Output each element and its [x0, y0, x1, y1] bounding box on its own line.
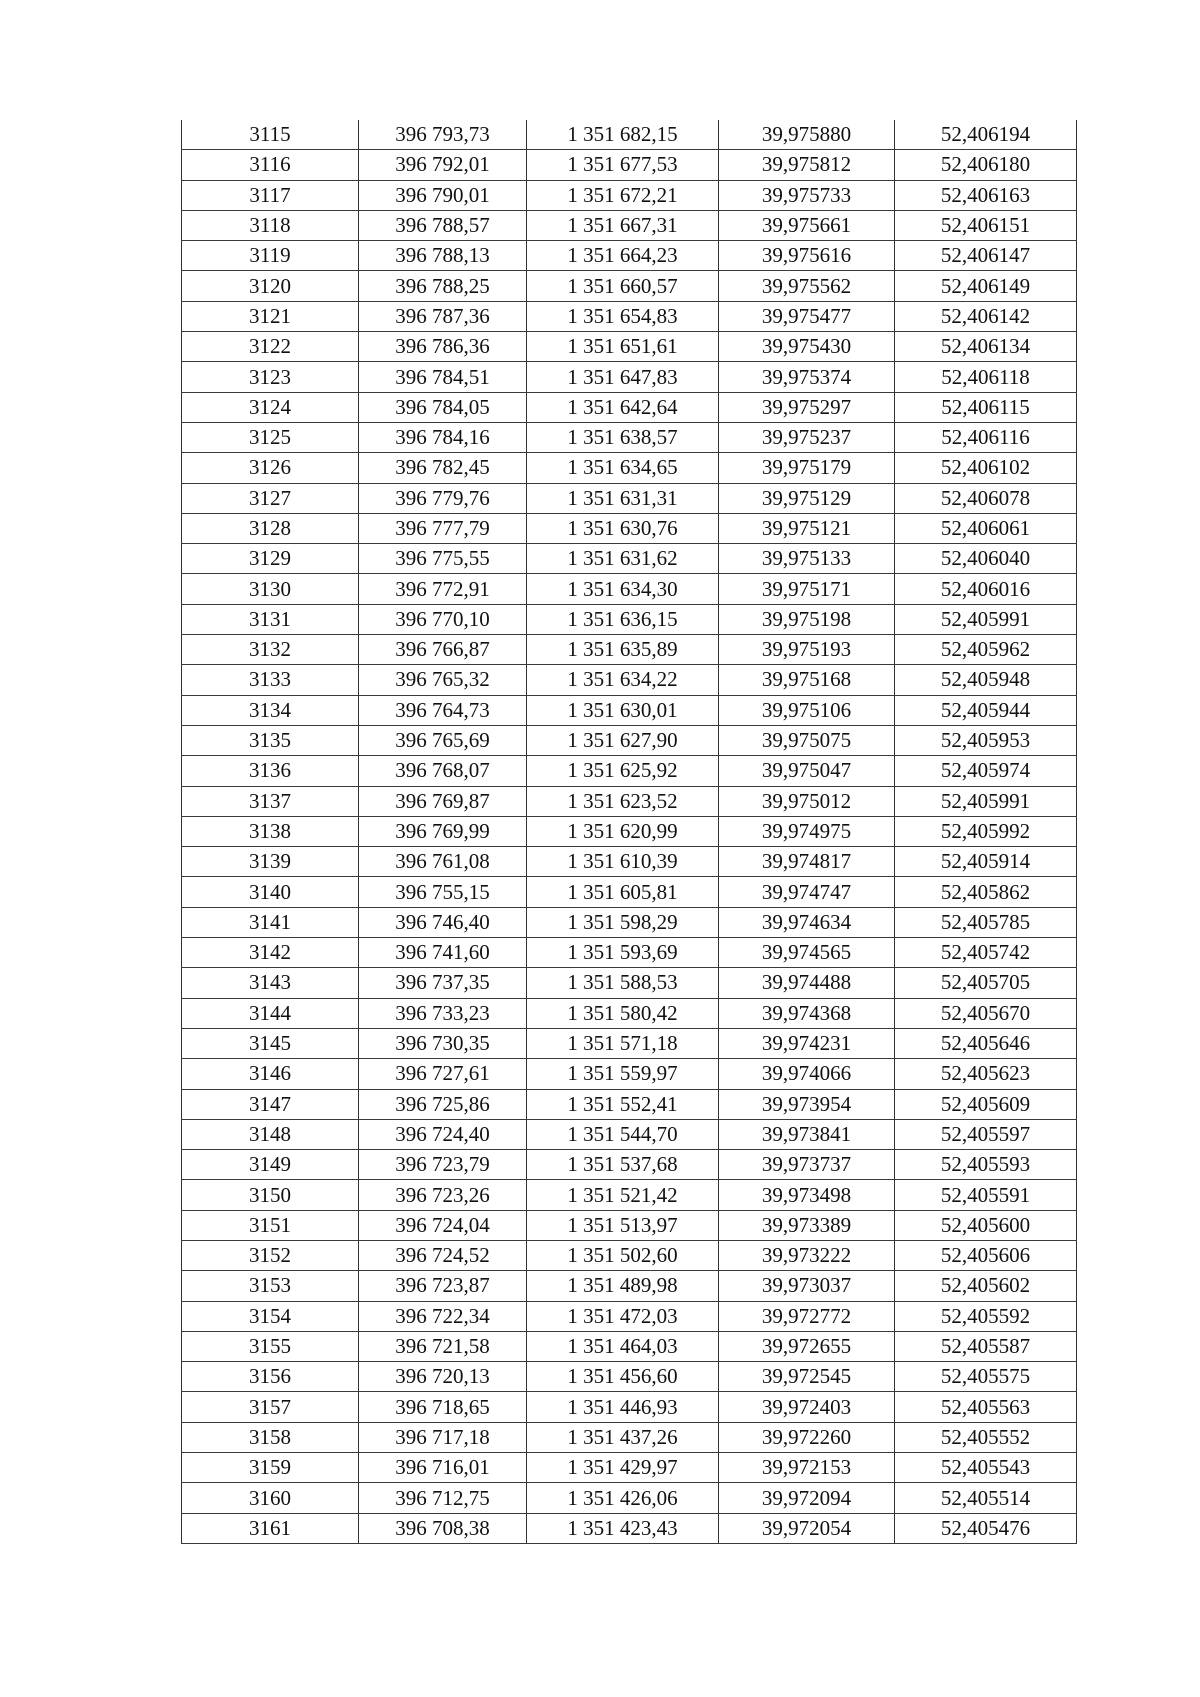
point-number-cell: 3140 — [182, 877, 359, 907]
x-coordinate-cell: 396 765,69 — [359, 725, 527, 755]
longitude-cell: 52,406151 — [895, 210, 1077, 240]
point-number-cell: 3160 — [182, 1483, 359, 1513]
table-row — [182, 786, 1077, 816]
y-coordinate-cell: 1 351 627,90 — [527, 725, 719, 755]
y-coordinate-cell: 1 351 446,93 — [527, 1392, 719, 1422]
longitude-cell: 52,405705 — [895, 968, 1077, 998]
table-row — [182, 1028, 1077, 1058]
latitude-cell: 39,973841 — [719, 1119, 895, 1149]
table-row — [182, 1453, 1077, 1483]
x-coordinate-cell: 396 768,07 — [359, 756, 527, 786]
x-coordinate-cell: 396 769,87 — [359, 786, 527, 816]
x-coordinate-cell: 396 764,73 — [359, 695, 527, 725]
x-coordinate-cell: 396 787,36 — [359, 301, 527, 331]
table-row — [182, 362, 1077, 392]
longitude-cell: 52,405575 — [895, 1362, 1077, 1392]
x-coordinate-cell: 396 786,36 — [359, 332, 527, 362]
table-row — [182, 513, 1077, 543]
longitude-cell: 52,405991 — [895, 786, 1077, 816]
latitude-cell: 39,973954 — [719, 1089, 895, 1119]
latitude-cell: 39,975477 — [719, 301, 895, 331]
latitude-cell: 39,975374 — [719, 362, 895, 392]
table-row — [182, 544, 1077, 574]
longitude-cell: 52,406016 — [895, 574, 1077, 604]
point-number-cell: 3143 — [182, 968, 359, 998]
point-number-cell: 3142 — [182, 938, 359, 968]
x-coordinate-cell: 396 792,01 — [359, 150, 527, 180]
latitude-cell: 39,974975 — [719, 816, 895, 846]
y-coordinate-cell: 1 351 437,26 — [527, 1422, 719, 1452]
x-coordinate-cell: 396 788,57 — [359, 210, 527, 240]
point-number-cell: 3150 — [182, 1180, 359, 1210]
latitude-cell: 39,975121 — [719, 513, 895, 543]
x-coordinate-cell: 396 770,10 — [359, 604, 527, 634]
latitude-cell: 39,972153 — [719, 1453, 895, 1483]
longitude-cell: 52,405597 — [895, 1119, 1077, 1149]
point-number-cell: 3121 — [182, 301, 359, 331]
y-coordinate-cell: 1 351 642,64 — [527, 392, 719, 422]
table-row — [182, 120, 1077, 150]
point-number-cell: 3123 — [182, 362, 359, 392]
y-coordinate-cell: 1 351 544,70 — [527, 1119, 719, 1149]
y-coordinate-cell: 1 351 472,03 — [527, 1301, 719, 1331]
latitude-cell: 39,975106 — [719, 695, 895, 725]
coordinates-table — [181, 120, 1077, 1544]
x-coordinate-cell: 396 766,87 — [359, 635, 527, 665]
y-coordinate-cell: 1 351 631,31 — [527, 483, 719, 513]
latitude-cell: 39,974747 — [719, 877, 895, 907]
latitude-cell: 39,974565 — [719, 938, 895, 968]
point-number-cell: 3124 — [182, 392, 359, 422]
point-number-cell: 3120 — [182, 271, 359, 301]
longitude-cell: 52,405785 — [895, 907, 1077, 937]
x-coordinate-cell: 396 746,40 — [359, 907, 527, 937]
longitude-cell: 52,406116 — [895, 422, 1077, 452]
y-coordinate-cell: 1 351 635,89 — [527, 635, 719, 665]
table-row — [182, 1089, 1077, 1119]
table-row — [182, 1271, 1077, 1301]
longitude-cell: 52,405593 — [895, 1150, 1077, 1180]
table-row — [182, 1301, 1077, 1331]
y-coordinate-cell: 1 351 672,21 — [527, 180, 719, 210]
point-number-cell: 3128 — [182, 513, 359, 543]
longitude-cell: 52,405592 — [895, 1301, 1077, 1331]
table-row — [182, 150, 1077, 180]
latitude-cell: 39,972545 — [719, 1362, 895, 1392]
latitude-cell: 39,975661 — [719, 210, 895, 240]
table-row — [182, 665, 1077, 695]
y-coordinate-cell: 1 351 513,97 — [527, 1210, 719, 1240]
x-coordinate-cell: 396 725,86 — [359, 1089, 527, 1119]
point-number-cell: 3152 — [182, 1240, 359, 1270]
point-number-cell: 3134 — [182, 695, 359, 725]
longitude-cell: 52,405991 — [895, 604, 1077, 634]
x-coordinate-cell: 396 724,40 — [359, 1119, 527, 1149]
longitude-cell: 52,405962 — [895, 635, 1077, 665]
latitude-cell: 39,975129 — [719, 483, 895, 513]
longitude-cell: 52,406147 — [895, 241, 1077, 271]
table-row — [182, 301, 1077, 331]
longitude-cell: 52,405600 — [895, 1210, 1077, 1240]
latitude-cell: 39,975179 — [719, 453, 895, 483]
y-coordinate-cell: 1 351 559,97 — [527, 1059, 719, 1089]
y-coordinate-cell: 1 351 598,29 — [527, 907, 719, 937]
x-coordinate-cell: 396 718,65 — [359, 1392, 527, 1422]
table-row — [182, 816, 1077, 846]
x-coordinate-cell: 396 772,91 — [359, 574, 527, 604]
latitude-cell: 39,975297 — [719, 392, 895, 422]
latitude-cell: 39,973389 — [719, 1210, 895, 1240]
point-number-cell: 3139 — [182, 847, 359, 877]
longitude-cell: 52,406149 — [895, 271, 1077, 301]
y-coordinate-cell: 1 351 630,01 — [527, 695, 719, 725]
longitude-cell: 52,406194 — [895, 120, 1077, 150]
longitude-cell: 52,405862 — [895, 877, 1077, 907]
table-row — [182, 271, 1077, 301]
longitude-cell: 52,405476 — [895, 1513, 1077, 1543]
table-row — [182, 1513, 1077, 1543]
point-number-cell: 3147 — [182, 1089, 359, 1119]
point-number-cell: 3153 — [182, 1271, 359, 1301]
table-row — [182, 1119, 1077, 1149]
table-row — [182, 1210, 1077, 1240]
x-coordinate-cell: 396 723,87 — [359, 1271, 527, 1301]
longitude-cell: 52,405514 — [895, 1483, 1077, 1513]
point-number-cell: 3156 — [182, 1362, 359, 1392]
point-number-cell: 3126 — [182, 453, 359, 483]
latitude-cell: 39,974488 — [719, 968, 895, 998]
table-row — [182, 877, 1077, 907]
point-number-cell: 3141 — [182, 907, 359, 937]
point-number-cell: 3116 — [182, 150, 359, 180]
y-coordinate-cell: 1 351 664,23 — [527, 241, 719, 271]
longitude-cell: 52,405953 — [895, 725, 1077, 755]
table-row — [182, 1392, 1077, 1422]
y-coordinate-cell: 1 351 634,30 — [527, 574, 719, 604]
latitude-cell: 39,975880 — [719, 120, 895, 150]
y-coordinate-cell: 1 351 651,61 — [527, 332, 719, 362]
y-coordinate-cell: 1 351 682,15 — [527, 120, 719, 150]
y-coordinate-cell: 1 351 630,76 — [527, 513, 719, 543]
longitude-cell: 52,405948 — [895, 665, 1077, 695]
longitude-cell: 52,406118 — [895, 362, 1077, 392]
x-coordinate-cell: 396 788,25 — [359, 271, 527, 301]
y-coordinate-cell: 1 351 426,06 — [527, 1483, 719, 1513]
table-row — [182, 392, 1077, 422]
longitude-cell: 52,405670 — [895, 998, 1077, 1028]
longitude-cell: 52,405543 — [895, 1453, 1077, 1483]
point-number-cell: 3135 — [182, 725, 359, 755]
point-number-cell: 3137 — [182, 786, 359, 816]
longitude-cell: 52,406163 — [895, 180, 1077, 210]
y-coordinate-cell: 1 351 636,15 — [527, 604, 719, 634]
longitude-cell: 52,406102 — [895, 453, 1077, 483]
latitude-cell: 39,975616 — [719, 241, 895, 271]
latitude-cell: 39,973498 — [719, 1180, 895, 1210]
x-coordinate-cell: 396 782,45 — [359, 453, 527, 483]
x-coordinate-cell: 396 775,55 — [359, 544, 527, 574]
point-number-cell: 3148 — [182, 1119, 359, 1149]
table-row — [182, 1483, 1077, 1513]
point-number-cell: 3117 — [182, 180, 359, 210]
longitude-cell: 52,405563 — [895, 1392, 1077, 1422]
y-coordinate-cell: 1 351 456,60 — [527, 1362, 719, 1392]
point-number-cell: 3154 — [182, 1301, 359, 1331]
y-coordinate-cell: 1 351 537,68 — [527, 1150, 719, 1180]
latitude-cell: 39,975012 — [719, 786, 895, 816]
table-row — [182, 635, 1077, 665]
table-row — [182, 604, 1077, 634]
y-coordinate-cell: 1 351 464,03 — [527, 1331, 719, 1361]
table-row — [182, 725, 1077, 755]
y-coordinate-cell: 1 351 634,22 — [527, 665, 719, 695]
x-coordinate-cell: 396 730,35 — [359, 1028, 527, 1058]
point-number-cell: 3138 — [182, 816, 359, 846]
point-number-cell: 3155 — [182, 1331, 359, 1361]
point-number-cell: 3118 — [182, 210, 359, 240]
table-row — [182, 180, 1077, 210]
table-row — [182, 241, 1077, 271]
x-coordinate-cell: 396 716,01 — [359, 1453, 527, 1483]
longitude-cell: 52,405974 — [895, 756, 1077, 786]
latitude-cell: 39,974634 — [719, 907, 895, 937]
y-coordinate-cell: 1 351 638,57 — [527, 422, 719, 452]
y-coordinate-cell: 1 351 623,52 — [527, 786, 719, 816]
coordinates-table-body — [182, 120, 1077, 1543]
y-coordinate-cell: 1 351 625,92 — [527, 756, 719, 786]
longitude-cell: 52,406061 — [895, 513, 1077, 543]
x-coordinate-cell: 396 720,13 — [359, 1362, 527, 1392]
point-number-cell: 3161 — [182, 1513, 359, 1543]
x-coordinate-cell: 396 737,35 — [359, 968, 527, 998]
table-row — [182, 1180, 1077, 1210]
latitude-cell: 39,972655 — [719, 1331, 895, 1361]
longitude-cell: 52,406040 — [895, 544, 1077, 574]
longitude-cell: 52,405609 — [895, 1089, 1077, 1119]
x-coordinate-cell: 396 784,51 — [359, 362, 527, 392]
longitude-cell: 52,406142 — [895, 301, 1077, 331]
latitude-cell: 39,975562 — [719, 271, 895, 301]
point-number-cell: 3125 — [182, 422, 359, 452]
x-coordinate-cell: 396 723,79 — [359, 1150, 527, 1180]
table-row — [182, 483, 1077, 513]
y-coordinate-cell: 1 351 502,60 — [527, 1240, 719, 1270]
y-coordinate-cell: 1 351 631,62 — [527, 544, 719, 574]
x-coordinate-cell: 396 788,13 — [359, 241, 527, 271]
point-number-cell: 3146 — [182, 1059, 359, 1089]
x-coordinate-cell: 396 765,32 — [359, 665, 527, 695]
latitude-cell: 39,975198 — [719, 604, 895, 634]
point-number-cell: 3115 — [182, 120, 359, 150]
point-number-cell: 3157 — [182, 1392, 359, 1422]
y-coordinate-cell: 1 351 647,83 — [527, 362, 719, 392]
point-number-cell: 3132 — [182, 635, 359, 665]
longitude-cell: 52,406115 — [895, 392, 1077, 422]
latitude-cell: 39,975133 — [719, 544, 895, 574]
table-row — [182, 998, 1077, 1028]
latitude-cell: 39,972054 — [719, 1513, 895, 1543]
longitude-cell: 52,405742 — [895, 938, 1077, 968]
latitude-cell: 39,975047 — [719, 756, 895, 786]
latitude-cell: 39,975237 — [719, 422, 895, 452]
latitude-cell: 39,974231 — [719, 1028, 895, 1058]
table-row — [182, 1422, 1077, 1452]
y-coordinate-cell: 1 351 593,69 — [527, 938, 719, 968]
longitude-cell: 52,405591 — [895, 1180, 1077, 1210]
latitude-cell: 39,975430 — [719, 332, 895, 362]
table-row — [182, 695, 1077, 725]
latitude-cell: 39,972260 — [719, 1422, 895, 1452]
y-coordinate-cell: 1 351 429,97 — [527, 1453, 719, 1483]
y-coordinate-cell: 1 351 489,98 — [527, 1271, 719, 1301]
y-coordinate-cell: 1 351 667,31 — [527, 210, 719, 240]
table-row — [182, 1362, 1077, 1392]
latitude-cell: 39,975168 — [719, 665, 895, 695]
longitude-cell: 52,405646 — [895, 1028, 1077, 1058]
longitude-cell: 52,406134 — [895, 332, 1077, 362]
y-coordinate-cell: 1 351 654,83 — [527, 301, 719, 331]
x-coordinate-cell: 396 712,75 — [359, 1483, 527, 1513]
y-coordinate-cell: 1 351 423,43 — [527, 1513, 719, 1543]
point-number-cell: 3119 — [182, 241, 359, 271]
y-coordinate-cell: 1 351 660,57 — [527, 271, 719, 301]
latitude-cell: 39,972772 — [719, 1301, 895, 1331]
x-coordinate-cell: 396 723,26 — [359, 1180, 527, 1210]
table-row — [182, 453, 1077, 483]
table-row — [182, 938, 1077, 968]
x-coordinate-cell: 396 724,52 — [359, 1240, 527, 1270]
table-row — [182, 968, 1077, 998]
longitude-cell: 52,406078 — [895, 483, 1077, 513]
table-row — [182, 847, 1077, 877]
longitude-cell: 52,405552 — [895, 1422, 1077, 1452]
latitude-cell: 39,973037 — [719, 1271, 895, 1301]
latitude-cell: 39,973222 — [719, 1240, 895, 1270]
point-number-cell: 3122 — [182, 332, 359, 362]
longitude-cell: 52,406180 — [895, 150, 1077, 180]
latitude-cell: 39,974066 — [719, 1059, 895, 1089]
point-number-cell: 3131 — [182, 604, 359, 634]
x-coordinate-cell: 396 733,23 — [359, 998, 527, 1028]
y-coordinate-cell: 1 351 588,53 — [527, 968, 719, 998]
x-coordinate-cell: 396 793,73 — [359, 120, 527, 150]
table-row — [182, 1150, 1077, 1180]
longitude-cell: 52,405606 — [895, 1240, 1077, 1270]
x-coordinate-cell: 396 721,58 — [359, 1331, 527, 1361]
latitude-cell: 39,973737 — [719, 1150, 895, 1180]
y-coordinate-cell: 1 351 571,18 — [527, 1028, 719, 1058]
table-row — [182, 1240, 1077, 1270]
point-number-cell: 3151 — [182, 1210, 359, 1240]
latitude-cell: 39,975193 — [719, 635, 895, 665]
table-row — [182, 574, 1077, 604]
point-number-cell: 3136 — [182, 756, 359, 786]
table-row — [182, 907, 1077, 937]
x-coordinate-cell: 396 708,38 — [359, 1513, 527, 1543]
latitude-cell: 39,972094 — [719, 1483, 895, 1513]
table-row — [182, 332, 1077, 362]
x-coordinate-cell: 396 784,05 — [359, 392, 527, 422]
x-coordinate-cell: 396 727,61 — [359, 1059, 527, 1089]
longitude-cell: 52,405914 — [895, 847, 1077, 877]
latitude-cell: 39,975812 — [719, 150, 895, 180]
y-coordinate-cell: 1 351 605,81 — [527, 877, 719, 907]
x-coordinate-cell: 396 724,04 — [359, 1210, 527, 1240]
point-number-cell: 3144 — [182, 998, 359, 1028]
y-coordinate-cell: 1 351 620,99 — [527, 816, 719, 846]
y-coordinate-cell: 1 351 580,42 — [527, 998, 719, 1028]
x-coordinate-cell: 396 722,34 — [359, 1301, 527, 1331]
latitude-cell: 39,975075 — [719, 725, 895, 755]
latitude-cell: 39,972403 — [719, 1392, 895, 1422]
latitude-cell: 39,975171 — [719, 574, 895, 604]
table-row — [182, 1059, 1077, 1089]
table-row — [182, 1331, 1077, 1361]
x-coordinate-cell: 396 755,15 — [359, 877, 527, 907]
table-row — [182, 422, 1077, 452]
latitude-cell: 39,975733 — [719, 180, 895, 210]
y-coordinate-cell: 1 351 552,41 — [527, 1089, 719, 1119]
point-number-cell: 3149 — [182, 1150, 359, 1180]
point-number-cell: 3133 — [182, 665, 359, 695]
x-coordinate-cell: 396 761,08 — [359, 847, 527, 877]
point-number-cell: 3145 — [182, 1028, 359, 1058]
x-coordinate-cell: 396 790,01 — [359, 180, 527, 210]
table-row — [182, 210, 1077, 240]
longitude-cell: 52,405623 — [895, 1059, 1077, 1089]
x-coordinate-cell: 396 779,76 — [359, 483, 527, 513]
table-row — [182, 756, 1077, 786]
longitude-cell: 52,405944 — [895, 695, 1077, 725]
point-number-cell: 3127 — [182, 483, 359, 513]
latitude-cell: 39,974368 — [719, 998, 895, 1028]
latitude-cell: 39,974817 — [719, 847, 895, 877]
point-number-cell: 3129 — [182, 544, 359, 574]
y-coordinate-cell: 1 351 634,65 — [527, 453, 719, 483]
point-number-cell: 3159 — [182, 1453, 359, 1483]
x-coordinate-cell: 396 784,16 — [359, 422, 527, 452]
point-number-cell: 3130 — [182, 574, 359, 604]
x-coordinate-cell: 396 777,79 — [359, 513, 527, 543]
x-coordinate-cell: 396 741,60 — [359, 938, 527, 968]
y-coordinate-cell: 1 351 610,39 — [527, 847, 719, 877]
x-coordinate-cell: 396 769,99 — [359, 816, 527, 846]
y-coordinate-cell: 1 351 677,53 — [527, 150, 719, 180]
y-coordinate-cell: 1 351 521,42 — [527, 1180, 719, 1210]
longitude-cell: 52,405992 — [895, 816, 1077, 846]
longitude-cell: 52,405587 — [895, 1331, 1077, 1361]
x-coordinate-cell: 396 717,18 — [359, 1422, 527, 1452]
longitude-cell: 52,405602 — [895, 1271, 1077, 1301]
point-number-cell: 3158 — [182, 1422, 359, 1452]
